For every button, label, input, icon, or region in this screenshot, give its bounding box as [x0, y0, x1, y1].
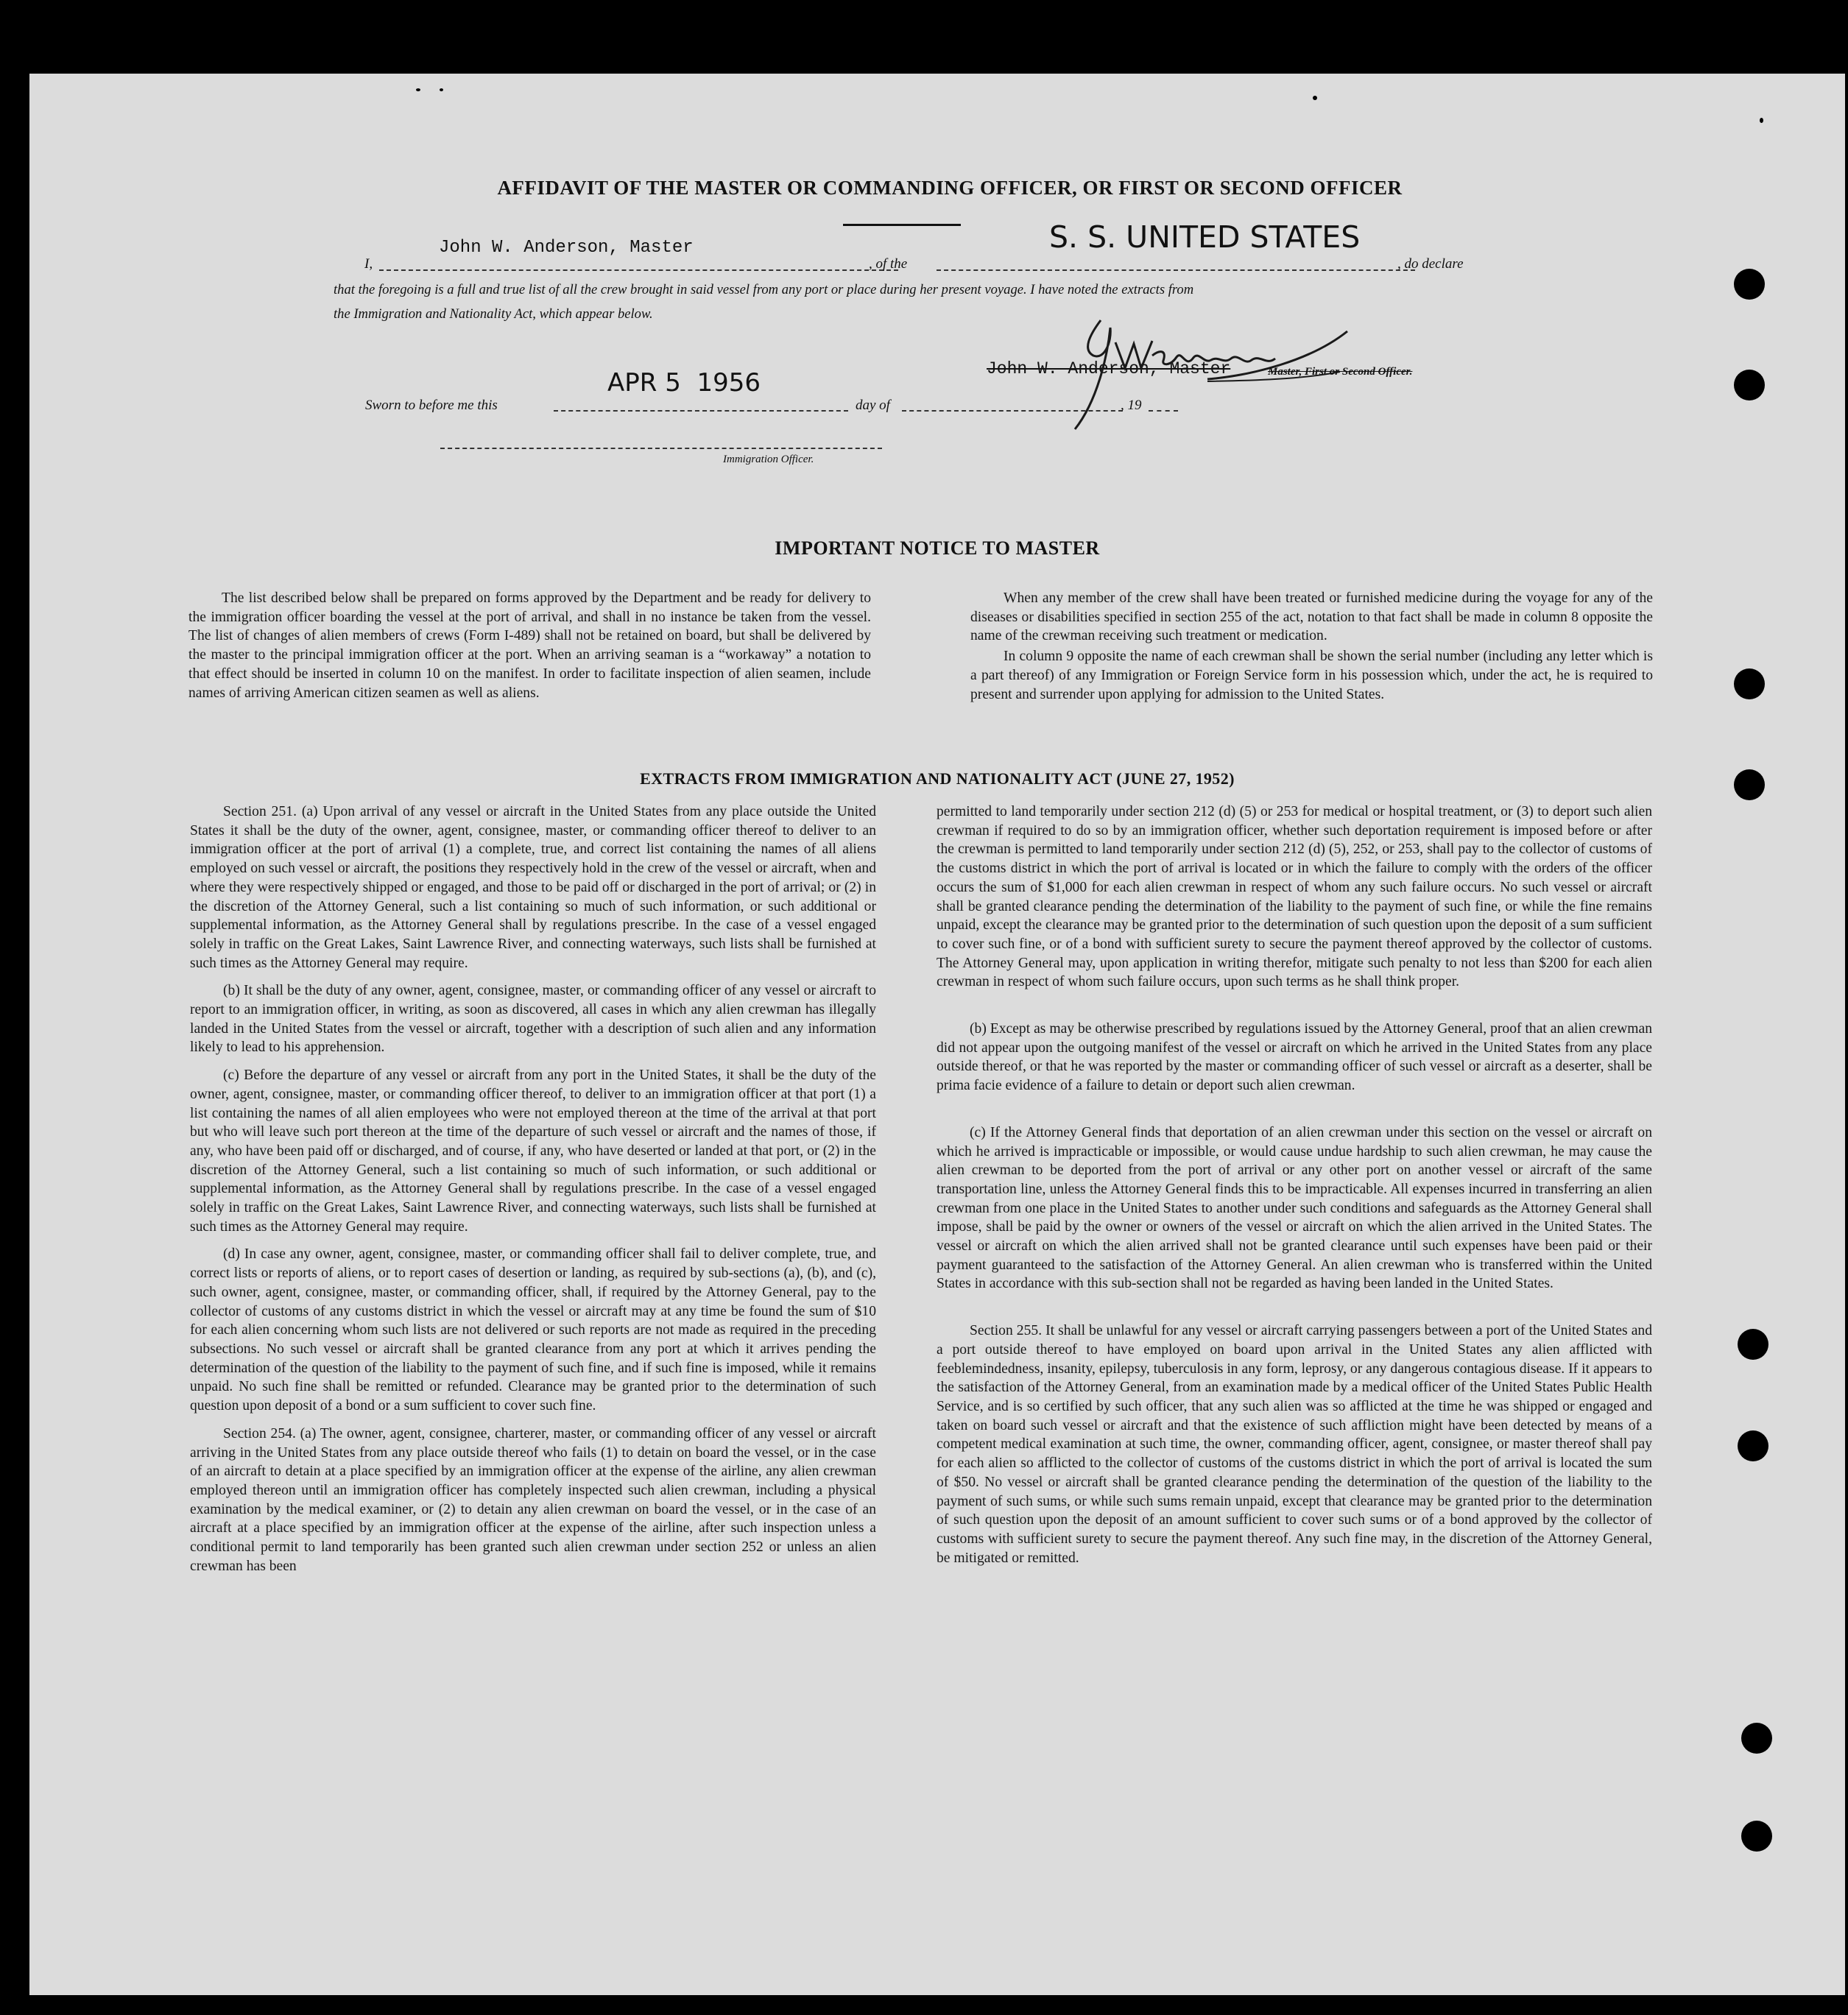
notice-right-paragraph-2: In column 9 opposite the name of each crewman shall be shown the serial number (including any letter which is a part thereof) of any Immigration or Foreign Service form in his possession which, under the act, he is required to present and surrender upon applying for admission to the United States. — [970, 649, 1653, 702]
year-line — [1149, 410, 1178, 412]
declaration-line-1: that the foregoing is a full and true list of all the crew brought in said vessel from any port or place during her present voyage. I have noted the extracts from — [334, 282, 1194, 297]
notice-right-paragraph-1: When any member of the crew shall have been treated or furnished medicine during the voyage for any of the diseases or disabilities specified in section 255 of the act, notation to that fact shall be made in column 8 opposite the name of the crewman receiving such treatment or medication. — [970, 590, 1653, 644]
binder-hole — [1734, 370, 1765, 400]
scan-speck — [416, 88, 420, 91]
section-254-a: Section 254. (a) The owner, agent, consignee, charterer, master, or commanding officer of any vessel or aircraft arriving in the United States from any place outside thereof who fails (1) to detain on board the vessel, or in the case of an aircraft to detain at a place specified by an immigration officer at the expense of the airline, any alien crewman employed thereon until an immigration officer has completely inspected such alien crewman, including a physical examination by the medical examiner, or (2) to detain any alien crewman on board the vessel, or in the case of an aircraft at a place specified by an immigration officer at the expense of the airline, after such inspection unless a conditional permit to land temporarily has been granted such alien crewman under section 252 or unless an alien crewman has been — [190, 1425, 876, 1574]
notice-left-column — [188, 589, 871, 711]
sworn-date-stamp: APR 5 1956 — [607, 368, 761, 398]
master-name: John W. Anderson, Master — [439, 238, 694, 258]
section-255: Section 255. It shall be unlawful for any vessel or aircraft carrying passengers between a port of the United States and a port outside thereof to have employed on board upon arrival in the United States any alien afflicted with feeblemindedness, insanity, epilepsy, tuberculosis in any form, leprosy, or any dangerous contagious disease. If it appears to the satisfaction of the Attorney General, from an examination made by a medical officer of the United States Public Health Service, and is so certified by such officer, that any such alien was so afflicted at the time he was shipped or engaged and taken on board such vessel or aircraft and that the existence of such affliction might have been detected by means of a competent medical examination at such time, the owner, commanding officer, agent, consignee, or master thereof shall pay for each alien so afflicted to the collector of customs of the customs district in which the port of arrival is located the sum of $50. No vessel or aircraft shall be granted clearance pending the determination of the question of the liability to the payment of such sums, or while such sums remain unpaid, except that clearance may be granted prior to the determination of such question upon the deposit of an amount sufficient to cover such sums or of a bond approved by the collector of customs with sufficient surety to secure the payment thereof. Any such fine may, in the discretion of the Attorney General, be mitigated or remitted. — [937, 1323, 1652, 1566]
signature-typed: John W. Anderson, Master — [987, 359, 1231, 378]
affidavit-title: AFFIDAVIT OF THE MASTER OR COMMANDING OFFICER, OR FIRST OR SECOND OFFICER — [497, 177, 1403, 199]
notice-right-column — [970, 589, 1653, 713]
binder-hole — [1741, 1821, 1772, 1852]
extracts-left-column — [190, 802, 876, 1584]
section-251-a: Section 251. (a) Upon arrival of any vessel or aircraft in the United States from any place outside the United States it shall be the duty of the owner, agent, consignee, master, or commanding officer thereof to deliver to an immigration officer at the port of arrival (1) a complete, true, and correct list containing the names of all aliens employed on such vessel or aircraft, the positions they respectively hold in the crew of the vessel or aircraft, when and where they were respectively shipped or engaged, and those to be paid off or discharged in the port of arrival; or (2) in the discretion of the Attorney General, such a list containing so much of such information, or such additional or supplemental information, as the Attorney General shall by regulations prescribe. In the case of a vessel engaged solely in traffic on the Great Lakes, Saint Lawrence River, and connecting waterways, such lists shall be furnished at such times as the Attorney General may require. — [190, 804, 876, 971]
scan-speck — [114, 52, 118, 58]
scan-speck — [1313, 96, 1317, 100]
extracts-right-column — [937, 802, 1652, 1576]
notice-left-paragraph: The list described below shall be prepared on forms approved by the Department and be ready for delivery to the immigration officer boarding the vessel at the port of arrival, and shall in no instance be taken from the vessel. The list of changes of alien members of crews (Form I-489) shall not be retained on board, but shall be delivered by the master to the principal immigration officer at the port. When an arriving seaman is a “workaway” a notation to that effect should be inserted in column 10 on the manifest. In order to facilitate inspection of alien seamen, include names of arriving American citizen seamen as well as aliens. — [188, 590, 871, 701]
month-line — [902, 410, 1123, 412]
immigration-officer-label: Immigration Officer. — [723, 454, 814, 465]
sworn-label: Sworn to before me this — [365, 398, 498, 413]
binder-hole — [1734, 668, 1765, 699]
immigration-officer-line — [440, 448, 882, 449]
master-name-line — [379, 269, 898, 271]
section-254-b: (b) Except as may be otherwise prescribed by regulations issued by the Attorney General, proof that an alien crewman did not appear upon the outgoing manifest of the vessel or aircraft on which he arrived in the United States from any place outside thereof, or that he was reported by the master or commanding officer of such vessel or aircraft as a deserter, shall be prima facie evidence of a failure to detain or deport such alien crewman. — [937, 1021, 1652, 1094]
notice-title: IMPORTANT NOTICE TO MASTER — [775, 537, 1100, 559]
scan-speck — [1760, 118, 1763, 123]
binder-hole — [1734, 269, 1765, 300]
i-label: I, — [364, 256, 373, 272]
signature-role: Master, First or Second Officer. — [1268, 366, 1413, 378]
declaration-line-2: the Immigration and Nationality Act, which appear below. — [334, 306, 653, 322]
day-of-label: day of — [856, 398, 890, 413]
extracts-title: EXTRACTS FROM IMMIGRATION AND NATIONALITY ACT (JUNE 27, 1952) — [640, 769, 1235, 788]
section-251-d: (d) In case any owner, agent, consignee, master, or commanding officer shall fail to deliver complete, true, and correct lists or reports of aliens, or to report cases of desertion or landing, as required by sub-sections (a), (b), and (c), such owner, agent, consignee, master, or commanding officer, shall, if required by the Attorney General, pay to the collector of customs of any customs district in which the vessel or aircraft may at any time be found the sum of $10 for each alien concerning whom such lists are not delivered or such reports are not made as required in the preceding subsections. No such vessel or aircraft shall be granted clearance from any port at which it arrives pending the determination of the question of the liability to the payment of such fine, and if such fine is imposed, while it remains unpaid. No such fine shall be remitted or refunded. Clearance may be granted prior to the determination of such question upon deposit of a bond or a sum sufficient to cover such fine. — [190, 1246, 876, 1414]
scan-speck — [1174, 2001, 1178, 2007]
year-label: , 19 — [1121, 398, 1142, 413]
section-251-b: (b) It shall be the duty of any owner, agent, consignee, master, or commanding officer of any vessel or aircraft to report to an immigration officer, in writing, as soon as discovered, all cases in which any alien crewman has illegally landed in the United States from the vessel or aircraft, together with a description of such alien and any information likely to lead to his apprehension. — [190, 983, 876, 1056]
document-page — [29, 74, 1845, 1995]
section-254-c: (c) If the Attorney General finds that deportation of an alien crewman under this section on the vessel or aircraft on which he arrived is impracticable or impossible, or would cause undue hardship to such alien crewman, he may cause the alien crewman to be deported from the port of arrival or any other port on another vessel or aircraft of the same transportation line, unless the Attorney General finds this to be impracticable. All expenses incurred in transferring an alien crewman from one place in the United States to another under such conditions and safeguards as the Attorney General shall impose, shall be paid by the owner or owners of the vessel or aircraft on which the alien arrived in the United States. The vessel or aircraft on which the alien arrived shall not be granted clearance until such expenses have been paid or their payment guaranteed to the satisfaction of the Attorney General. An alien crewman who is transferred within the United States in accordance with this sub-section shall not be regarded as having been landed in the United States. — [937, 1124, 1652, 1292]
binder-hole — [1738, 1329, 1768, 1360]
vessel-name-line — [937, 269, 1415, 271]
scan-speck — [440, 88, 443, 91]
do-declare-label: , do declare — [1397, 256, 1464, 272]
scan-speck — [1196, 18, 1202, 24]
of-the-label: , of the — [869, 256, 908, 272]
title-rule — [843, 224, 961, 226]
binder-hole — [1738, 1430, 1768, 1461]
section-254-a-continued: permitted to land temporarily under section 212 (d) (5) or 253 for medical or hospital treatment, or (3) to deport such alien crewman if required to do so by an immigration officer, whether such deportation requirement is imposed before or after the crewman is permitted to land temporarily under section 212 (d) (5), 252, or 253, shall pay to the collector of customs of the customs district in which the port of arrival is located or in which the failure to comply with the orders of the officer occurs the sum of $1,000 for each alien crewman in respect of whom any such failure occurs. No such vessel or aircraft shall be granted clearance pending the determination of the liability to the payment of such fine, or while the fine remains unpaid, except the clearance may be granted prior to the determination of such question upon the deposit of a sum sufficient to cover such fine, or of a bond with sufficient surety to secure the payment thereof approved by the collector of customs. The Attorney General may, upon application in writing therefor, mitigate such penalty to not less than $200 for each alien crewman in respect of whom such failure occurs, upon such terms as he shall think proper. — [937, 804, 1652, 990]
vessel-name: S. S. UNITED STATES — [1049, 219, 1361, 255]
sworn-date-line — [554, 410, 848, 412]
section-251-c: (c) Before the departure of any vessel or aircraft from any port in the United States, it shall be the duty of the owner, agent, consignee, master, or commanding officer thereof, to deliver to an immigration officer at that port (1) a list containing the names of all alien employees who were not employed thereon at the time of the arrival at that port but who will leave such port thereon at the time of the departure of such vessel or aircraft and the names of those, if any, who have been paid off or discharged, and of course, if any, who have deserted or landed at that port, or (2) in the discretion of the Attorney General, such a list containing so much of such information, or such additional or supplemental information, as the Attorney General shall by regulations prescribe. In the case of a vessel engaged solely in traffic on the Great Lakes, Saint Lawrence River, and connecting waterways, such lists shall be furnished at such times as the Attorney General may require. — [190, 1068, 876, 1235]
binder-hole — [1741, 1723, 1772, 1754]
